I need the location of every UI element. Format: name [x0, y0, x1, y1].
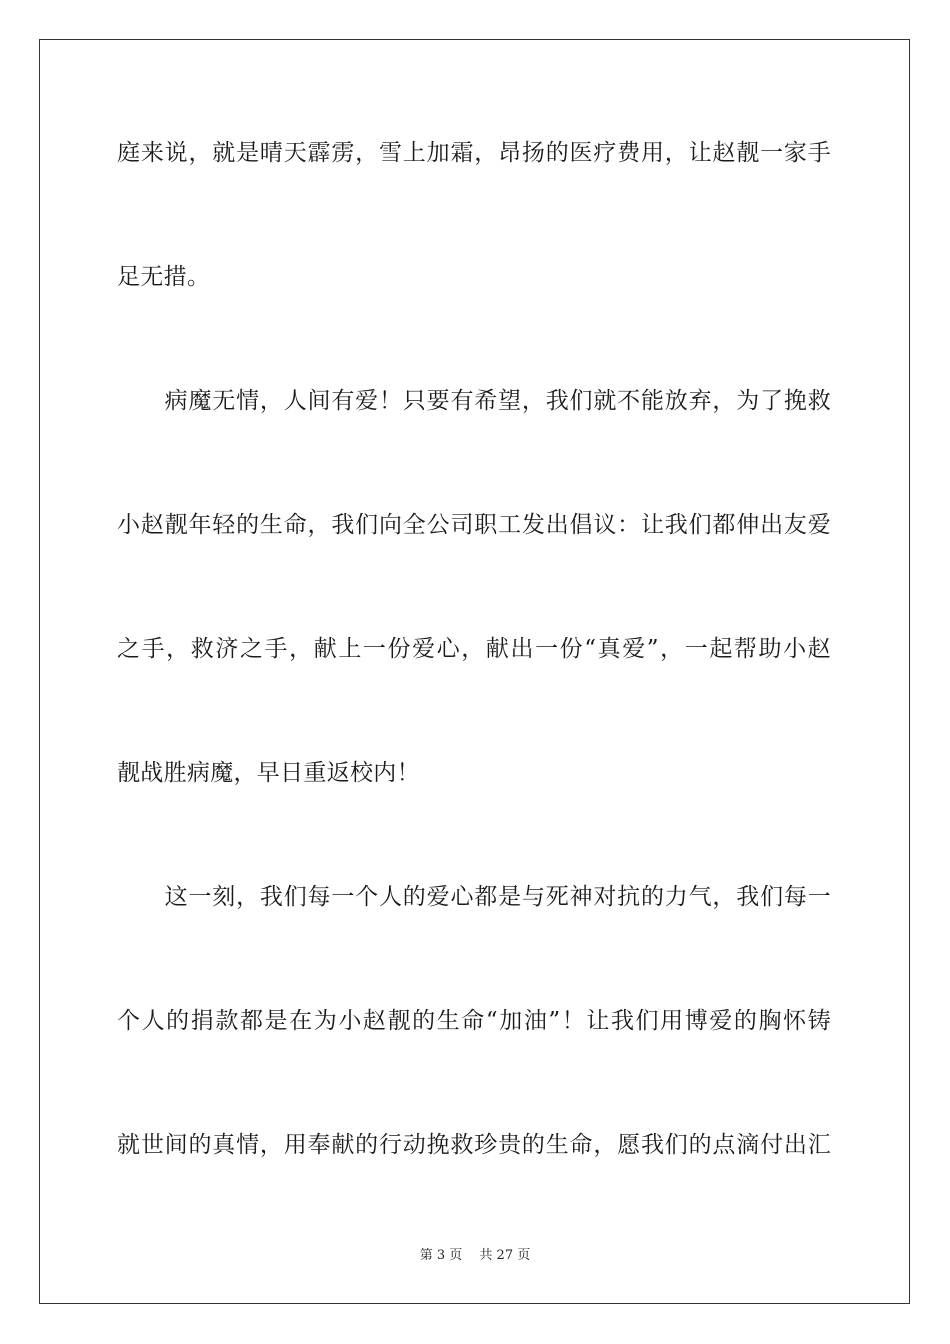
page-number-footer: 第 3 页 共 27 页: [419, 1248, 531, 1263]
text-line-6: 靓战胜病魔，早日重返校内！: [117, 760, 420, 786]
text-line-9: 就世间的真情，用奉献的行动挽救珍贵的生命，愿我们的点滴付出汇: [117, 1132, 831, 1158]
text-line-4: 小赵靓年轻的生命，我们向全公司职工发出倡议：让我们都伸出友爱: [117, 512, 831, 538]
text-line-2: 足无措。: [117, 264, 211, 290]
page-border: [39, 39, 910, 1304]
text-line-7: 这一刻，我们每一个人的爱心都是与死神对抗的力气，我们每一: [117, 884, 831, 910]
text-line-8: 个人的捐款都是在为小赵靓的生命“加油”！让我们用博爱的胸怀铸: [117, 1008, 831, 1034]
text-line-1: 庭来说，就是晴天霹雳，雪上加霜，昂扬的医疗费用，让赵靓一家手: [117, 140, 831, 166]
text-line-3: 病魔无情，人间有爱！只要有希望，我们就不能放弃，为了挽救: [117, 388, 831, 414]
text-line-5: 之手，救济之手，献上一份爱心，献出一份“真爱”，一起帮助小赵: [117, 636, 831, 662]
